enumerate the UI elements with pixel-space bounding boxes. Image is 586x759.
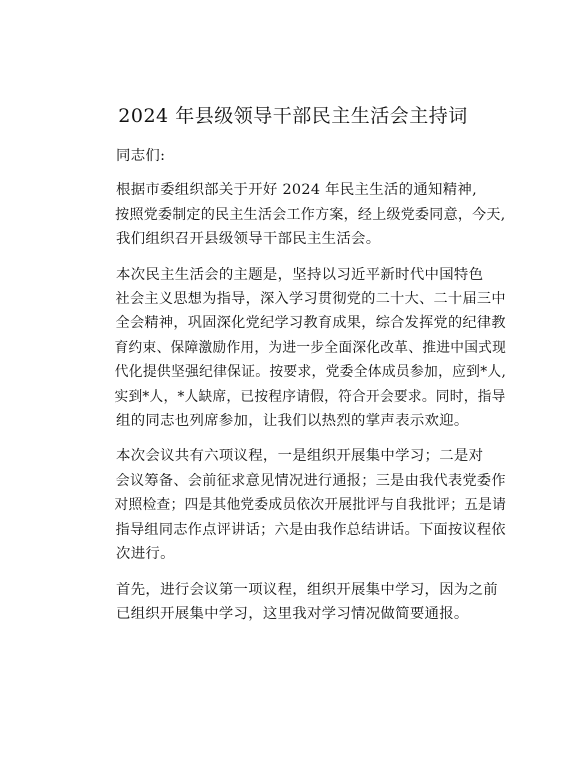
paragraph-line: 根据市委组织部关于开好 2024 年民主生活的通知精神,	[116, 182, 477, 199]
paragraph-line: 按照党委制定的民主生活会工作方案，经上级党委同意，今天,	[115, 206, 506, 223]
paragraph-line: 社会主义思想为指导，深入学习贯彻党的二十大、二十届三中	[115, 291, 506, 308]
paragraph-4	[86, 578, 506, 627]
document-body	[86, 144, 506, 637]
paragraph-line: 指导组同志作点评讲话；六是由我作总结讲话。下面按议程依	[115, 521, 506, 538]
paragraph-line: 代化提供坚强纪律保证。按要求，党委全体成员参加，应到*人,	[114, 364, 507, 381]
paragraph-2	[86, 263, 506, 434]
paragraph-line: 育约束、保障激励作用，为进一步全面深化改革、推进中国式现	[114, 339, 507, 356]
paragraph-line: 本次民主生活会的主题是，坚持以习近平新时代中国特色	[116, 266, 484, 283]
paragraph-line: 我们组织召开县级领导干部民主生活会。	[116, 231, 381, 248]
paragraph-3	[86, 444, 506, 566]
paragraph-line: 实到*人，*人缺席，已按程序请假，符合开会要求。同时，指导	[114, 388, 506, 405]
paragraph-line: 已组织开展集中学习，这里我对学习情况做简要通报。	[116, 605, 469, 622]
paragraph-line: 会议筹备、会前征求意见情况进行通报；三是由我代表党委作	[115, 472, 506, 489]
paragraph-1	[86, 178, 506, 251]
paragraph-line: 首先，进行会议第一项议程，组织开展集中学习，因为之前	[116, 581, 498, 598]
paragraph-line: 本次会议共有六项议程，一是组织开展集中学习；二是对	[116, 448, 484, 465]
paragraph-line: 对照检查；四是其他党委成员依次开展批评与自我批评；五是请	[114, 497, 507, 514]
paragraph-line: 组的同志也列席参加，让我们以热烈的掌声表示欢迎。	[116, 413, 469, 430]
greeting: 同志们:	[116, 148, 166, 164]
paragraph-line: 全会精神，巩固深化党纪学习教育成果，综合发挥党的纪律教	[115, 315, 506, 332]
document-title: 2024 年县级领导干部民主生活会主持词	[118, 105, 468, 127]
paragraph-line: 次进行。	[116, 546, 175, 563]
